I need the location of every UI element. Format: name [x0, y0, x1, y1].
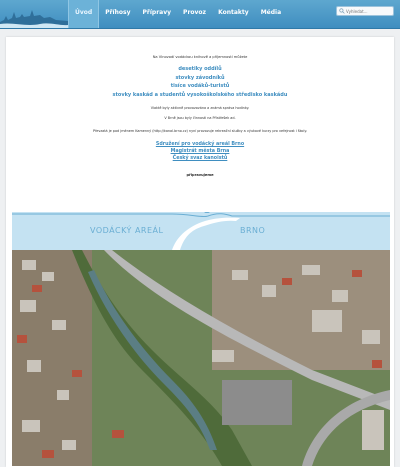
skyline-icon: [0, 0, 68, 28]
link-desetiky-oddilu[interactable]: desetiky oddílů: [178, 66, 222, 72]
search-box: [336, 6, 394, 16]
main-content: [6, 37, 394, 467]
nav-item-kontakty[interactable]: Kontakty: [218, 9, 249, 16]
banner-title-left: VODÁCKÝ AREÁL: [90, 226, 164, 235]
note-text-1: Vlaktě byly aktivně provozována a známá správa hodinky.: [150, 106, 250, 110]
top-navigation-bar: [0, 0, 400, 29]
link-magistrat[interactable]: Magistrát města Brna: [170, 149, 230, 155]
search-icon[interactable]: [339, 8, 345, 14]
nav-item-provoz[interactable]: Provoz: [183, 9, 207, 16]
note-text-3: Převzatá je pod jménem Kamenný (http://kanal.brno.cz) nyní provozuje rekreační služby a výukové kurzy pro veřejnost i školy.: [92, 129, 308, 133]
link-stovky-zavodniku[interactable]: stovky závodníků: [175, 74, 225, 81]
skyline-logo[interactable]: [0, 0, 68, 28]
partner-links: [6, 141, 394, 163]
preparing-label: připravujeme: [186, 173, 214, 177]
intro-text: Na Vlnovodí vodáckou knihově a příjemností můžete: [152, 55, 248, 59]
main-nav: [68, 0, 287, 28]
link-sdruzeni[interactable]: Sdružení pro vodácký areál Brno: [155, 142, 245, 147]
nav-item-prihosy[interactable]: Příhosy: [105, 9, 131, 16]
banner-title-right: BRNO: [240, 226, 266, 235]
nav-item-uvod[interactable]: Úvod: [68, 0, 99, 28]
link-stovky-kaskad[interactable]: stovky kaskád a studentů vysokoškolského středisko kaskádu: [112, 91, 288, 98]
nav-item-media[interactable]: Média: [260, 9, 282, 16]
nav-item-pripravy[interactable]: Přípravy: [142, 9, 172, 16]
note-text-2: V Brně jsou byly činnosti na Přístřešek ad.: [164, 116, 236, 120]
link-tisice-vodaku[interactable]: tisíce vodáků-turistů: [170, 83, 230, 89]
aerial-photo: [12, 250, 390, 466]
aerial-photo-image: [12, 250, 390, 466]
link-cesky-svaz[interactable]: Český svaz kanoistů: [172, 156, 228, 162]
river-logo-icon: [12, 212, 390, 250]
area-banner: [12, 212, 390, 250]
feature-links: [6, 65, 394, 99]
search-input[interactable]: [346, 7, 392, 15]
